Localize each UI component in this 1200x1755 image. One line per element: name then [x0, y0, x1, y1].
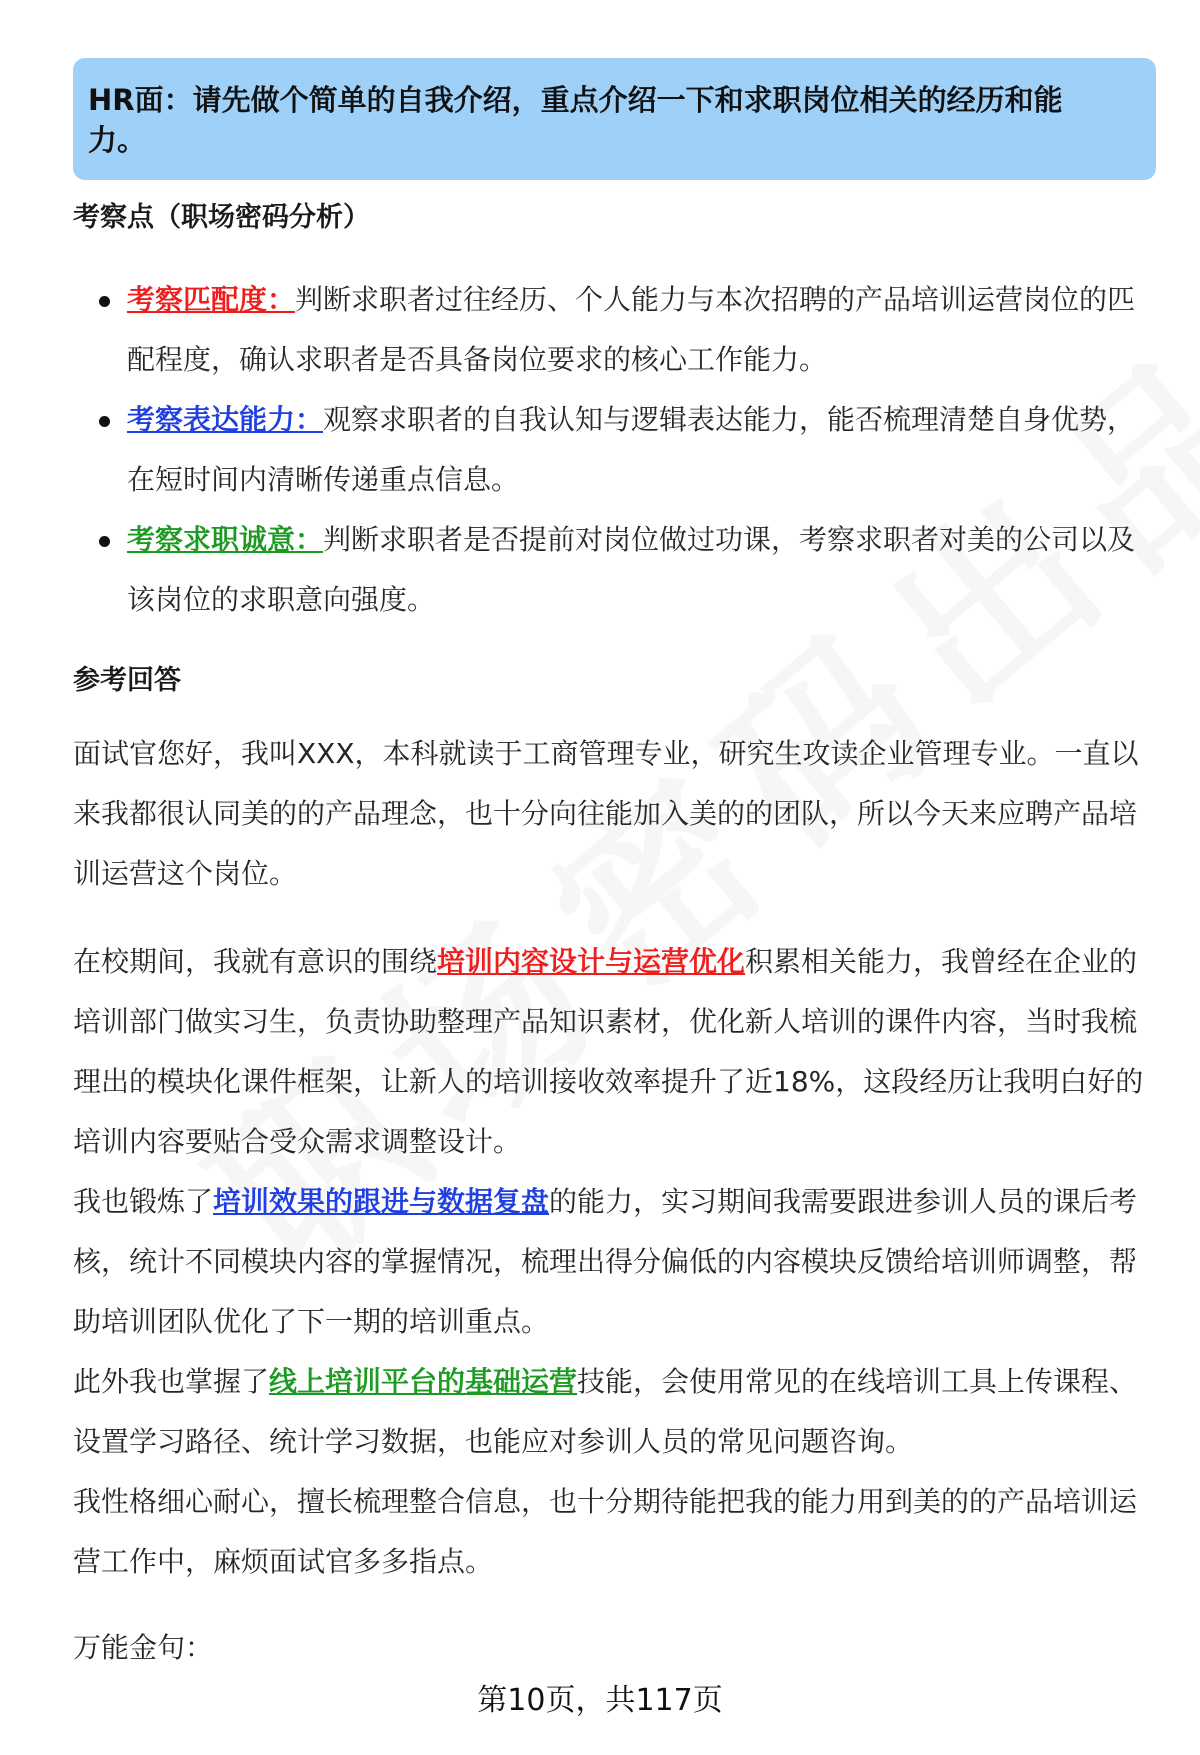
answer-paragraph-intro — [73, 724, 1163, 904]
answer-heading: 参考回答 — [73, 665, 181, 696]
point-keyword: 考察求职诚意： — [127, 523, 324, 556]
golden-sentence-label: 万能金句： — [73, 1631, 214, 1664]
point-text: 判断求职者是否提前对岗位做过功课，考察求职者对美的公司以及该岗位的求职意向强度。 — [127, 523, 1136, 616]
paragraph-text — [73, 1172, 1163, 1352]
analysis-heading: 考察点（职场密码分析） — [73, 202, 370, 233]
list-item — [73, 270, 1163, 390]
paragraph-text: 面试官您好，我叫XXX，本科就读于工商管理专业，研究生攻读企业管理专业。一直以来我都很认同美的的产品理念，也十分向往能加入美的的团队，所以今天来应聘产品培训运营这个岗位。 — [73, 737, 1139, 890]
highlight-keyword: 培训内容设计与运营优化 — [437, 945, 746, 978]
question-title: HR面：请先做个简单的自我介绍，重点介绍一下和求职岗位相关的经历和能力。 — [88, 83, 1063, 157]
point-keyword: 考察匹配度： — [127, 283, 296, 316]
answer-paragraph-training-design — [73, 932, 1163, 1592]
point-text: 观察求职者的自我认知与逻辑表达能力，能否梳理清楚自身优势，在短时间内清晰传递重点信息。 — [127, 403, 1136, 496]
paragraph-text-after: 积累相关能力，我曾经在企业的培训部门做实习生，负责协助整理产品知识素材，优化新人培训的课件内容，当时我梳理出的模块化课件框架，让新人的培训接收效率提升了近18%，这段经历让我明白好的培训内容要贴合受众需求调整设计。 — [73, 945, 1144, 1158]
paragraph-text-before: 此外我也掌握了 — [73, 1365, 270, 1398]
paragraph-text-after: 技能，会使用常见的在线培训工具上传课程、设置学习路径、统计学习数据，也能应对参训人员的常见问题咨询。 — [73, 1365, 1138, 1458]
bullet-icon — [99, 416, 110, 427]
paragraph-text-after: 的能力，实习期间我需要跟进参训人员的课后考核，统计不同模块内容的掌握情况，梳理出得分偏低的内容模块反馈给培训师调整，帮助培训团队优化了下一期的培训重点。 — [73, 1185, 1138, 1338]
paragraph-text-before: 在校期间，我就有意识的围绕 — [73, 945, 438, 978]
bullet-icon — [99, 296, 110, 307]
paragraph-text-before: 我也锻炼了 — [73, 1185, 214, 1218]
point-keyword: 考察表达能力： — [127, 403, 324, 436]
point-text: 判断求职者过往经历、个人能力与本次招聘的产品培训运营岗位的匹配程度，确认求职者是否具备岗位要求的核心工作能力。 — [127, 283, 1136, 376]
highlight-keyword: 培训效果的跟进与数据复盘 — [213, 1185, 550, 1218]
paragraph-text — [73, 932, 1163, 1172]
question-banner — [73, 58, 1156, 180]
golden-sentence-label-row — [73, 1618, 1163, 1678]
page-number: 第10页，共117页 — [477, 1683, 723, 1718]
paragraph-text — [73, 1352, 1163, 1472]
highlight-keyword: 线上培训平台的基础运营 — [269, 1365, 578, 1398]
list-item — [73, 510, 1163, 630]
analysis-points-list — [73, 270, 1163, 630]
list-item — [73, 390, 1163, 510]
paragraph-text: 我性格细心耐心，擅长梳理整合信息，也十分期待能把我的能力用到美的的产品培训运营工作中，麻烦面试官多多指点。 — [73, 1485, 1138, 1578]
bullet-icon — [99, 536, 110, 547]
